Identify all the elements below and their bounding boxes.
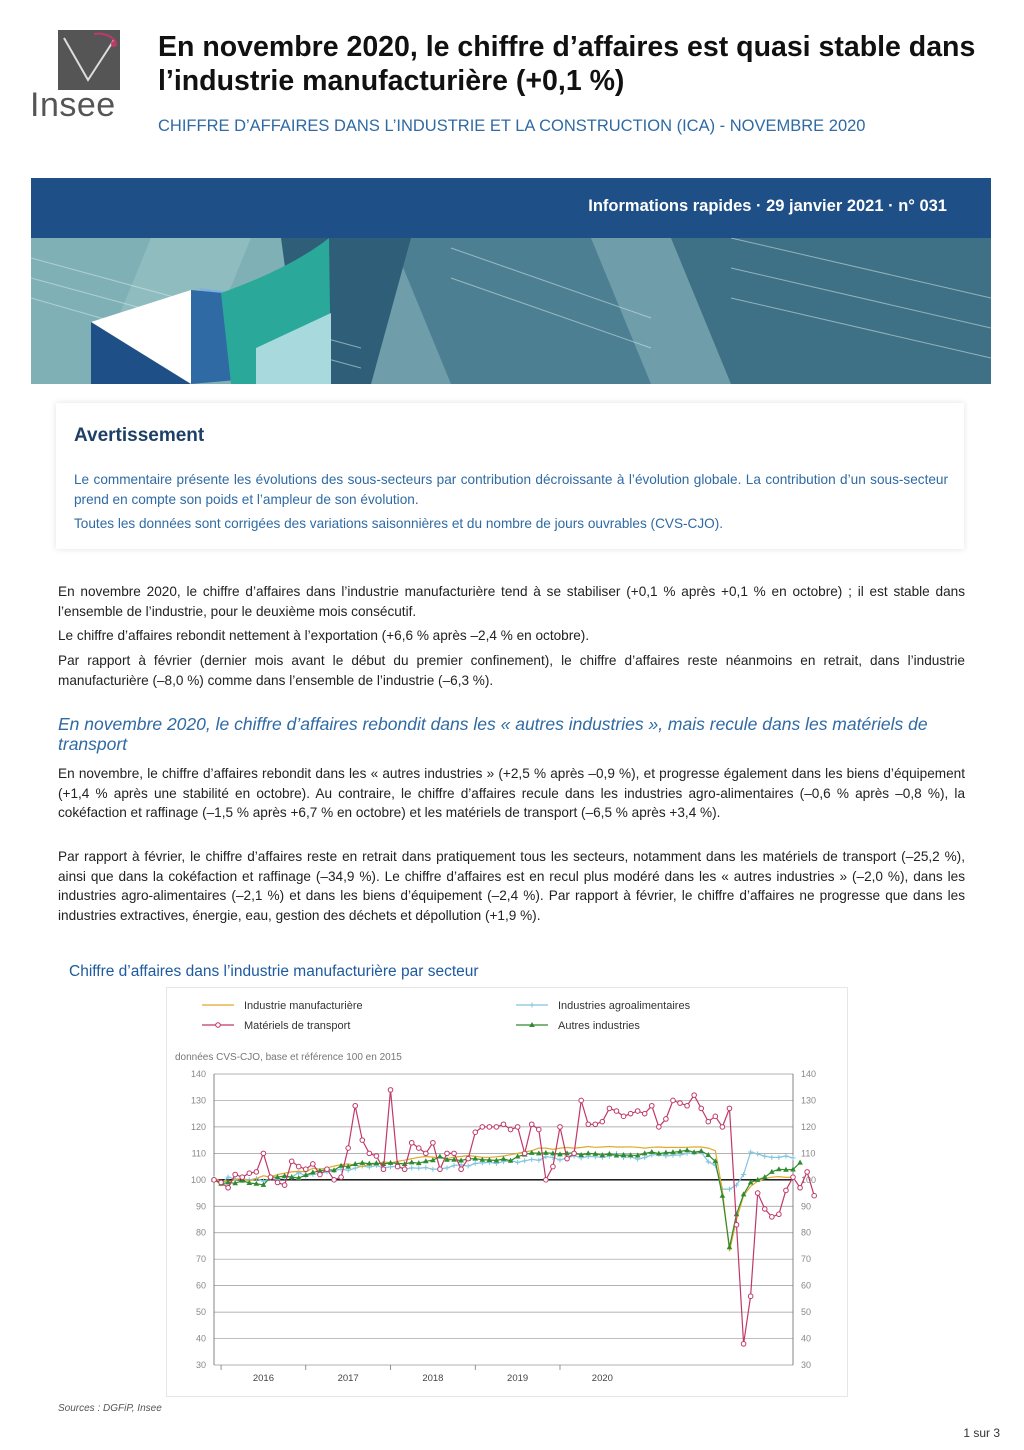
data-point — [657, 1125, 662, 1130]
legend-label: Matériels de transport — [244, 1020, 351, 1032]
data-point — [649, 1103, 654, 1108]
data-point — [621, 1114, 626, 1119]
data-point — [593, 1122, 598, 1127]
data-point — [558, 1125, 563, 1130]
data-point — [572, 1151, 577, 1156]
logo-text: Insee — [30, 86, 116, 124]
data-point — [289, 1159, 294, 1164]
y-tick-label-right: 70 — [801, 1254, 812, 1265]
warning-paragraph-1: Le commentaire présente les évolutions des sous-secteurs par contribution décroissante à l’évolution globale. La contribution d’un sous-secteur prend en compte son poids et l’ampleur de son évolution. — [74, 472, 948, 507]
insee-logo — [28, 28, 128, 128]
data-point — [233, 1172, 238, 1177]
data-point — [529, 1122, 534, 1127]
y-tick-label-right: 120 — [801, 1121, 817, 1132]
intro-paragraph-2: Le chiffre d’affaires rebondit nettement à l’exportation (+6,6 % après –2,4 % en octobre). — [58, 628, 590, 643]
data-point — [240, 1175, 245, 1180]
data-point — [522, 1151, 527, 1156]
y-tick-label-left: 80 — [195, 1227, 206, 1238]
publication-info: Informations rapides · 29 janvier 2021 · n° 031 — [588, 197, 947, 215]
x-tick-label: 2016 — [252, 1373, 274, 1384]
data-point — [282, 1183, 287, 1188]
x-tick-label: 2019 — [507, 1373, 529, 1384]
y-tick-label-right: 90 — [801, 1201, 812, 1212]
data-point — [685, 1103, 690, 1108]
x-tick-label: 2020 — [591, 1373, 613, 1384]
y-tick-label-right: 40 — [801, 1333, 812, 1344]
data-point — [515, 1125, 520, 1130]
data-point — [565, 1156, 570, 1161]
legend-label: Industrie manufacturière — [244, 1000, 363, 1012]
data-point — [614, 1109, 619, 1114]
data-point — [431, 1140, 436, 1145]
intro-paragraph-1: En novembre 2020, le chiffre d’affaires dans l’industrie manufacturière tend à se stabiliser (+0,1 % après +0,1 % en octobre) ; il est stable dans l’ensemble de l’industrie, pour le deuxième mois consécutif. — [58, 584, 965, 619]
y-tick-label-left: 30 — [195, 1360, 206, 1370]
data-point — [438, 1167, 443, 1172]
legend-label: Industries agroalimentaires — [558, 1000, 691, 1012]
data-point — [544, 1178, 549, 1183]
data-point — [346, 1146, 351, 1151]
data-point — [770, 1215, 775, 1220]
y-tick-label-left: 130 — [190, 1095, 206, 1106]
x-tick-label: 2018 — [422, 1373, 444, 1384]
data-point — [402, 1167, 407, 1172]
data-point — [296, 1164, 301, 1169]
data-point — [628, 1111, 633, 1116]
data-point — [459, 1167, 464, 1172]
data-point — [579, 1098, 584, 1103]
y-tick-label-right: 130 — [801, 1095, 817, 1106]
data-point — [678, 1101, 683, 1106]
banner-illustration — [31, 238, 991, 384]
section-paragraph-1: En novembre, le chiffre d’affaires rebondit dans les « autres industries » (+2,5 % après –0,9 %), et progresse également dans les biens d’équipement (+1,4 % après une stabilité en octobre). Au contraire, le chiffre d’affaires recule dans les industries agro-alimentaires (–0,6 % après –0,8 %), la cokéfaction et raffinage (–1,5 % après +6,7 % en octobre) et les matériels de transport (–6,5 % après +3,4 %). — [58, 766, 965, 820]
data-point — [311, 1162, 316, 1167]
section-heading: En novembre 2020, le chiffre d’affaires rebondit dans les « autres industries », mais recule dans les matériels de transport — [58, 714, 928, 754]
data-point — [339, 1175, 344, 1180]
y-tick-label-right: 30 — [801, 1360, 812, 1370]
warning-heading: Avertissement — [74, 425, 205, 446]
chart-note: données CVS-CJO, base et référence 100 en 2015 — [175, 1052, 402, 1063]
legend-marker — [216, 1023, 221, 1028]
data-point — [268, 1175, 273, 1180]
data-point — [325, 1167, 330, 1172]
x-tick-label: 2017 — [337, 1373, 359, 1384]
data-point — [791, 1175, 796, 1180]
intro-paragraph-3: Par rapport à février (dernier mois avant le début du premier confinement), le chiffre d’affaires reste néanmoins en retrait, dans l’industrie manufacturière (–8,0 %) comme dans l’ensemble de l’industrie (–6,3 %). — [58, 653, 965, 688]
y-tick-label-left: 50 — [195, 1307, 206, 1318]
data-point — [466, 1156, 471, 1161]
data-point — [261, 1151, 266, 1156]
data-point — [409, 1140, 414, 1145]
data-point — [537, 1127, 542, 1132]
y-tick-label-right: 80 — [801, 1227, 812, 1238]
data-point — [212, 1178, 217, 1183]
data-point — [798, 1185, 803, 1190]
data-point — [388, 1088, 393, 1093]
data-point — [706, 1119, 711, 1124]
banner-bar — [31, 178, 991, 238]
data-point — [424, 1151, 429, 1156]
data-point — [318, 1172, 323, 1177]
data-point — [275, 1180, 280, 1185]
data-point — [671, 1098, 676, 1103]
data-point — [303, 1167, 308, 1172]
data-point — [805, 1170, 810, 1175]
data-point — [360, 1138, 365, 1143]
data-point — [642, 1111, 647, 1116]
data-point — [374, 1154, 379, 1159]
data-point — [635, 1109, 640, 1114]
data-point — [777, 1212, 782, 1217]
data-point — [600, 1119, 605, 1124]
data-point — [395, 1164, 400, 1169]
data-point — [332, 1178, 337, 1183]
data-point — [247, 1171, 252, 1176]
data-point — [367, 1151, 372, 1156]
sources-note: Sources : DGFiP, Insee — [58, 1403, 162, 1414]
data-point — [381, 1167, 386, 1172]
data-point — [586, 1122, 591, 1127]
data-point — [812, 1193, 817, 1198]
y-tick-label-left: 120 — [190, 1121, 206, 1132]
data-point — [713, 1114, 718, 1119]
warning-paragraph-2: Toutes les données sont corrigées des variations saisonnières et du nombre de jours ouvrables (CVS-CJO). — [74, 516, 724, 531]
header-banner — [31, 178, 991, 384]
y-tick-label-left: 140 — [190, 1069, 206, 1079]
data-point — [734, 1222, 739, 1227]
data-point — [720, 1125, 725, 1130]
y-tick-label-left: 60 — [195, 1280, 206, 1291]
data-point — [494, 1125, 499, 1130]
data-point — [452, 1151, 457, 1156]
warning-box — [56, 403, 964, 549]
y-tick-label-right: 140 — [801, 1069, 817, 1079]
data-point — [219, 1180, 224, 1185]
data-point — [762, 1207, 767, 1212]
data-point — [353, 1103, 358, 1108]
y-tick-label-left: 110 — [191, 1148, 206, 1159]
data-point — [607, 1106, 612, 1111]
y-tick-label-right: 100 — [801, 1174, 817, 1185]
y-tick-label-right: 110 — [801, 1148, 816, 1159]
data-point — [741, 1342, 746, 1347]
data-point — [748, 1294, 753, 1299]
logo-mark-icon — [58, 30, 120, 90]
data-point — [226, 1185, 231, 1190]
data-point — [692, 1093, 697, 1098]
page-subtitle: CHIFFRE D’AFFAIRES DANS L’INDUSTRIE ET LA CONSTRUCTION (ICA) - NOVEMBRE 2020 — [158, 117, 866, 135]
data-point — [727, 1106, 732, 1111]
data-point — [416, 1146, 421, 1151]
data-point — [473, 1130, 478, 1135]
data-point — [480, 1125, 485, 1130]
line-chart — [166, 987, 848, 1397]
y-tick-label-left: 70 — [195, 1254, 206, 1265]
data-point — [508, 1127, 513, 1132]
y-tick-label-right: 60 — [801, 1280, 812, 1291]
data-point — [755, 1191, 760, 1196]
data-point — [699, 1106, 704, 1111]
page-title: En novembre 2020, le chiffre d’affaires est quasi stable dans l’industrie manufacturière (+0,1 %) — [158, 31, 976, 97]
chart-title: Chiffre d’affaires dans l’industrie manufacturière par secteur — [69, 963, 479, 980]
data-point — [664, 1117, 669, 1122]
legend-label: Autres industries — [558, 1020, 640, 1032]
data-point — [501, 1122, 506, 1127]
y-tick-label-left: 40 — [195, 1333, 206, 1344]
data-point — [254, 1170, 259, 1175]
data-point — [784, 1188, 789, 1193]
y-tick-label-right: 50 — [801, 1307, 812, 1318]
y-tick-label-left: 90 — [195, 1201, 206, 1212]
data-point — [487, 1125, 492, 1130]
section-paragraph-2: Par rapport à février, le chiffre d’affaires reste en retrait dans pratiquement tous les secteurs, notamment dans les matériels de transport (–25,2 %), ainsi que dans la cokéfaction et raffinage (–34,9 %). Le chiffre d’affaires est en recul plus modéré dans les « autres industries » (–2,0 %), dans les industries agro-alimentaires (–2,1 %) et dans les biens d’équipement (–2,4 %). Par rapport à février, le chiffre d’affaires ne progresse que dans les industries extractives, énergie, eau, gestion des déchets et dépollution (+1,9 %). — [58, 849, 965, 923]
y-tick-label-left: 100 — [190, 1174, 206, 1185]
page-number: 1 sur 3 — [963, 1426, 1000, 1440]
data-point — [445, 1151, 450, 1156]
data-point — [551, 1164, 556, 1169]
